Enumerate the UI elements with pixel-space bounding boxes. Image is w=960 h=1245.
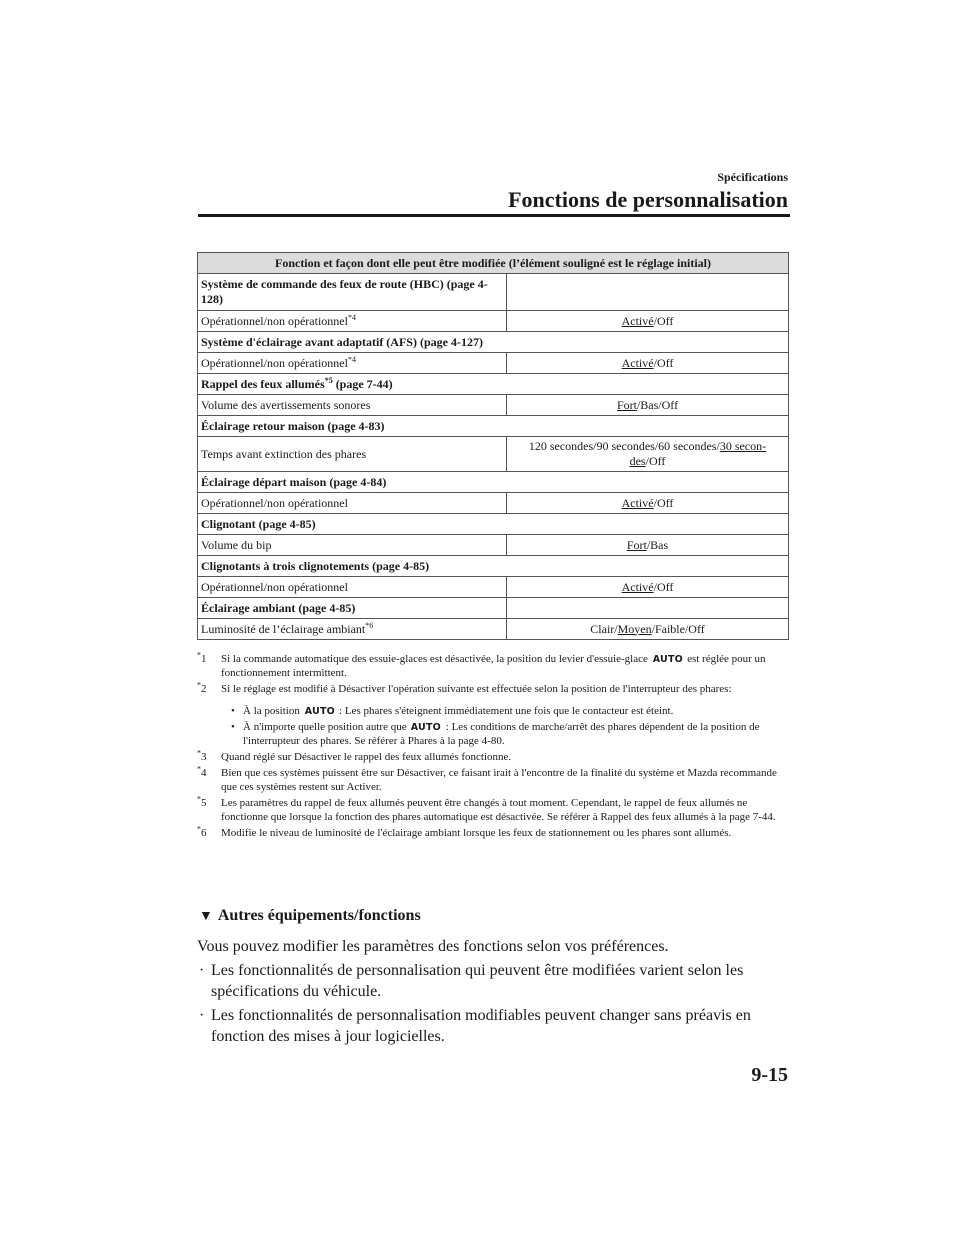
table-row-group <box>198 416 789 437</box>
page-number: 9-15 <box>751 1064 788 1086</box>
auto-switch-icon: AUTO <box>652 654 683 665</box>
section-name: Spécifications <box>717 170 788 184</box>
intro-paragraph: Vous pouvez modifier les paramètres des fonctions selon vos préférences. <box>197 938 669 955</box>
setting-label: Opérationnel/non opérationnel$^{*4}$ <box>198 353 507 374</box>
table-row <box>198 437 789 472</box>
header-divider <box>198 214 790 217</box>
footnote-1: *1 Si la commande automatique des essuie-glaces est désactivée, la position du levier d'essuie-glace AUTO est réglée pour un fonctionnement intermittent. <box>197 650 766 679</box>
auto-switch-icon: AUTO <box>411 722 442 733</box>
section-heading: ▼ Autres équipements/fonctions <box>199 907 421 924</box>
page-header <box>198 170 788 214</box>
footnote-5: *5 Les paramètres du rappel de feux allumés peuvent être changés à tout moment. Cependant, le rappel de feux allumés ne fonctionne que lorsque la fonction des phares automatique est désactivée. Se référer à Rappel des feux allumés à la page 7-44. <box>197 794 776 823</box>
table-row <box>198 395 789 416</box>
setting-value: Fort/Bas <box>507 535 789 556</box>
group-label: Éclairage ambiant (page 4-85) <box>198 598 507 619</box>
footnote-2-item: • À la position AUTO : Les phares s'éteignent immédiatement une fois que le contacteur est éteint. <box>231 705 674 717</box>
footnote-6: *6 Modifie le niveau de luminosité de l'éclairage ambiant lorsque les feux de stationnement ou les phares sont allumés. <box>197 824 732 839</box>
table-row <box>198 353 789 374</box>
group-label: Système d'éclairage avant adaptatif (AFS) (page 4-127) <box>198 332 789 353</box>
settings-table <box>197 252 789 640</box>
triangle-down-icon: ▼ <box>199 909 213 924</box>
group-label: Clignotant (page 4-85) <box>198 514 789 535</box>
footnote-2-item: • À n'importe quelle position autre que AUTO : Les conditions de marche/arrêt des phares dépendent de la position de l'interrupteur des phares. Se référer à Phares à la page 4-80. <box>231 721 760 747</box>
group-label: Clignotants à trois clignotements (page 4-85) <box>198 556 789 577</box>
table-row <box>198 311 789 332</box>
footnote-2: *2 Si le réglage est modifié à Désactiver l'opération suivante est effectuée selon la position de l'interrupteur des phares: • À la position AUTO : Les phares s'éteignent immédiatement une fois que le contacteur est éteint. • À n'importe quelle position autre que AUTO : Les conditions de marche/arrêt des phares dépendent de la position de l'interrupteur des phares. Se référer à Phares à la page 4-80. <box>197 682 793 748</box>
table-row-group <box>198 514 789 535</box>
section-body <box>197 936 797 1047</box>
setting-label: Volume des avertissements sonores <box>198 395 507 416</box>
setting-value: Activé/Off <box>507 353 789 374</box>
setting-value: Clair/Moyen/Faible/Off <box>507 619 789 640</box>
footnote-3: *3 Quand réglé sur Désactiver le rappel des feux allumés fonctionne. <box>197 748 512 763</box>
table-row <box>198 535 789 556</box>
footnotes <box>197 652 793 842</box>
setting-label: Opérationnel/non opérationnel <box>198 577 507 598</box>
group-label: Éclairage départ maison (page 4-84) <box>198 472 789 493</box>
table-header-row <box>198 253 789 274</box>
auto-switch-icon: AUTO <box>304 706 335 717</box>
group-label: Système de commande des feux de route (HBC) (page 4-128) <box>198 274 507 311</box>
page-title: Fonctions de personnalisation <box>508 187 788 212</box>
setting-value: Activé/Off <box>507 577 789 598</box>
table-row <box>198 493 789 514</box>
table-row-group <box>198 374 789 395</box>
table-row <box>198 577 789 598</box>
setting-label: Temps avant extinction des phares <box>198 437 507 472</box>
group-label: Éclairage retour maison (page 4-83) <box>198 416 789 437</box>
setting-label: Opérationnel/non opérationnel$^{*4}$ <box>198 311 507 332</box>
setting-value: 120 secondes/90 secondes/60 secondes/30 secon- des/Off <box>507 437 789 472</box>
table-row-group <box>198 472 789 493</box>
table-row-group <box>198 598 789 619</box>
bullet-item: · Les fonctionnalités de personnalisation modifiables peuvent changer sans préavis en fonction des mises à jour logicielles. <box>199 1007 751 1045</box>
table-column-header: Fonction et façon dont elle peut être modifiée (l’élément souligné est le réglage initial) <box>198 253 789 274</box>
setting-value: Activé/Off <box>507 493 789 514</box>
setting-value: Fort/Bas/Off <box>507 395 789 416</box>
bullet-item: · Les fonctionnalités de personnalisation qui peuvent être modifiées varient selon les spécifications du véhicule. <box>199 962 744 1000</box>
footnote-4: *4 Bien que ces systèmes puissent être sur Désactiver, ce faisant irait à l'encontre de la finalité du système et Mazda recommande que ces systèmes restent sur Activer. <box>197 764 777 793</box>
group-label: Rappel des feux allumés$^{*5}$ (page 7-44) <box>198 374 789 395</box>
setting-label: Luminosité de l’éclairage ambiant$^{*6}$ <box>198 619 507 640</box>
setting-value: Activé/Off <box>507 311 789 332</box>
table-row-group <box>198 556 789 577</box>
table-row-group <box>198 332 789 353</box>
table-row <box>198 619 789 640</box>
setting-label: Volume du bip <box>198 535 507 556</box>
setting-label: Opérationnel/non opérationnel <box>198 493 507 514</box>
table-row-group <box>198 274 789 311</box>
